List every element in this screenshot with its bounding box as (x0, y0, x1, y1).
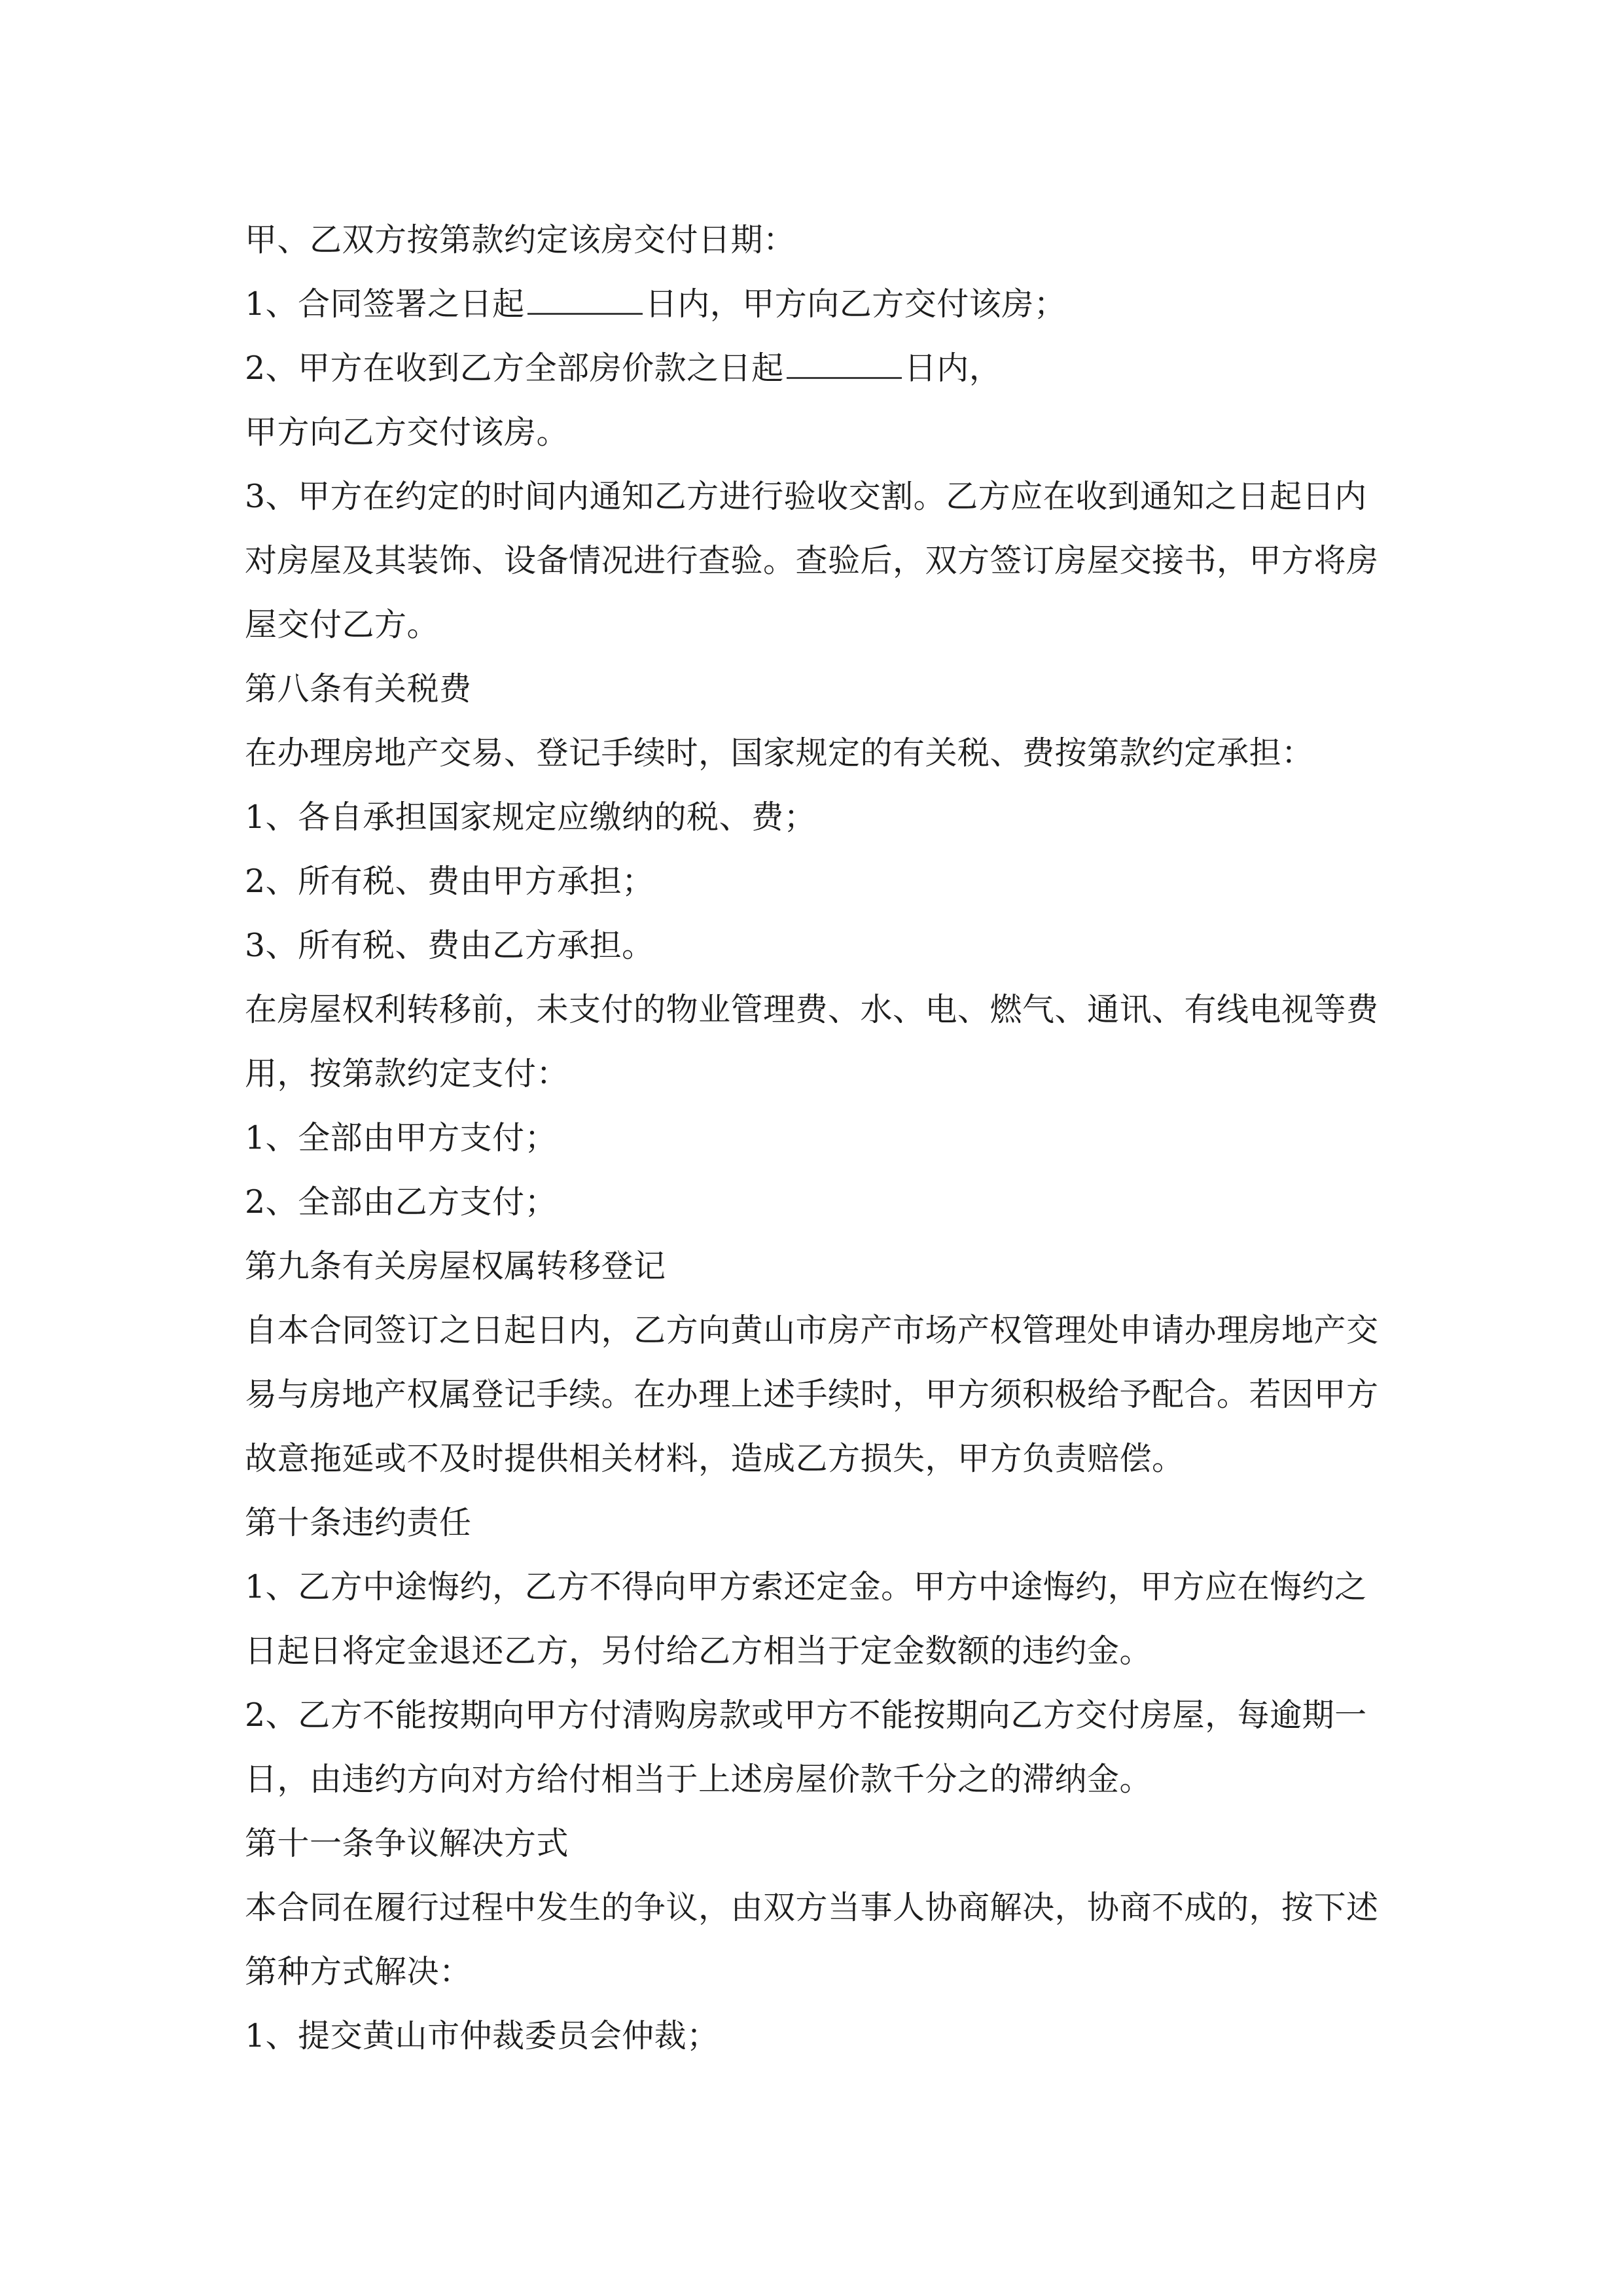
text-line: 甲方向乙方交付该房。 (245, 414, 569, 451)
text-line: 3、甲方在约定的时间内通知乙方进行验收交割。乙方应在收到通知之日起日内 (245, 478, 1367, 515)
text-line: 自本合同签订之日起日内，乙方向黄山市房产市场产权管理处申请办理房地产交 (245, 1312, 1379, 1349)
text-line: 1、全部由甲方支付； (245, 1119, 558, 1157)
text-line: 对房屋及其装饰、设备情况进行查验。查验后，双方签订房屋交接书，甲方将房 (245, 542, 1379, 579)
text-line: 2、乙方不能按期向甲方付清购房款或甲方不能按期向乙方交付房屋，每逾期一 (245, 1696, 1367, 1734)
text-segment: 2、甲方在收到乙方全部房价款之日起 (245, 350, 784, 387)
text-line: 2、全部由乙方支付； (245, 1183, 558, 1221)
text-segment: 日内，甲方向乙方交付该房； (645, 285, 1067, 323)
contract-text (245, 208, 1383, 2068)
text-line-with-blank (245, 272, 1383, 336)
text-line: 1、提交黄山市仲裁委员会仲裁； (245, 2017, 719, 2054)
text-line: 1、乙方中途悔约，乙方不得向甲方索还定金。甲方中途悔约，甲方应在悔约之 (245, 1568, 1367, 1605)
text-line: 1、各自承担国家规定应缴纳的税、费； (245, 798, 817, 836)
section-heading: 第九条有关房屋权属转移登记 (245, 1247, 666, 1285)
text-line: 2、所有税、费由甲方承担； (245, 863, 654, 900)
fill-in-blank (787, 338, 902, 379)
section-heading: 第十一条争议解决方式 (245, 1825, 569, 1862)
section-heading: 第十条违约责任 (245, 1504, 472, 1541)
text-line: 甲、乙双方按第款约定该房交付日期： (245, 221, 796, 259)
text-segment: 1、合同签署之日起 (245, 285, 525, 323)
text-line: 用，按第款约定支付： (245, 1055, 569, 1092)
text-line: 屋交付乙方。 (245, 606, 440, 643)
text-line: 易与房地产权属登记手续。在办理上述手续时，甲方须积极给予配合。若因甲方 (245, 1376, 1379, 1413)
text-line: 本合同在履行过程中发生的争议，由双方当事人协商解决，协商不成的，按下述 (245, 1889, 1379, 1926)
text-line: 日，由违约方向对方给付相当于上述房屋价款千分之的滞纳金。 (245, 1761, 1152, 1798)
text-line-with-blank (245, 336, 1383, 401)
fill-in-blank (527, 274, 643, 315)
text-line: 3、所有税、费由乙方承担。 (245, 927, 654, 964)
text-line: 第种方式解决： (245, 1953, 472, 1990)
text-line: 日起日将定金退还乙方，另付给乙方相当于定金数额的违约金。 (245, 1632, 1152, 1670)
section-heading: 第八条有关税费 (245, 670, 472, 708)
text-line: 故意拖延或不及时提供相关材料，造成乙方损失，甲方负责赔偿。 (245, 1440, 1185, 1477)
text-line: 在办理房地产交易、登记手续时，国家规定的有关税、费按第款约定承担： (245, 734, 1314, 772)
text-segment: 日内， (904, 350, 1002, 387)
text-line: 在房屋权利转移前，未支付的物业管理费、水、电、燃气、通讯、有线电视等费 (245, 991, 1379, 1028)
